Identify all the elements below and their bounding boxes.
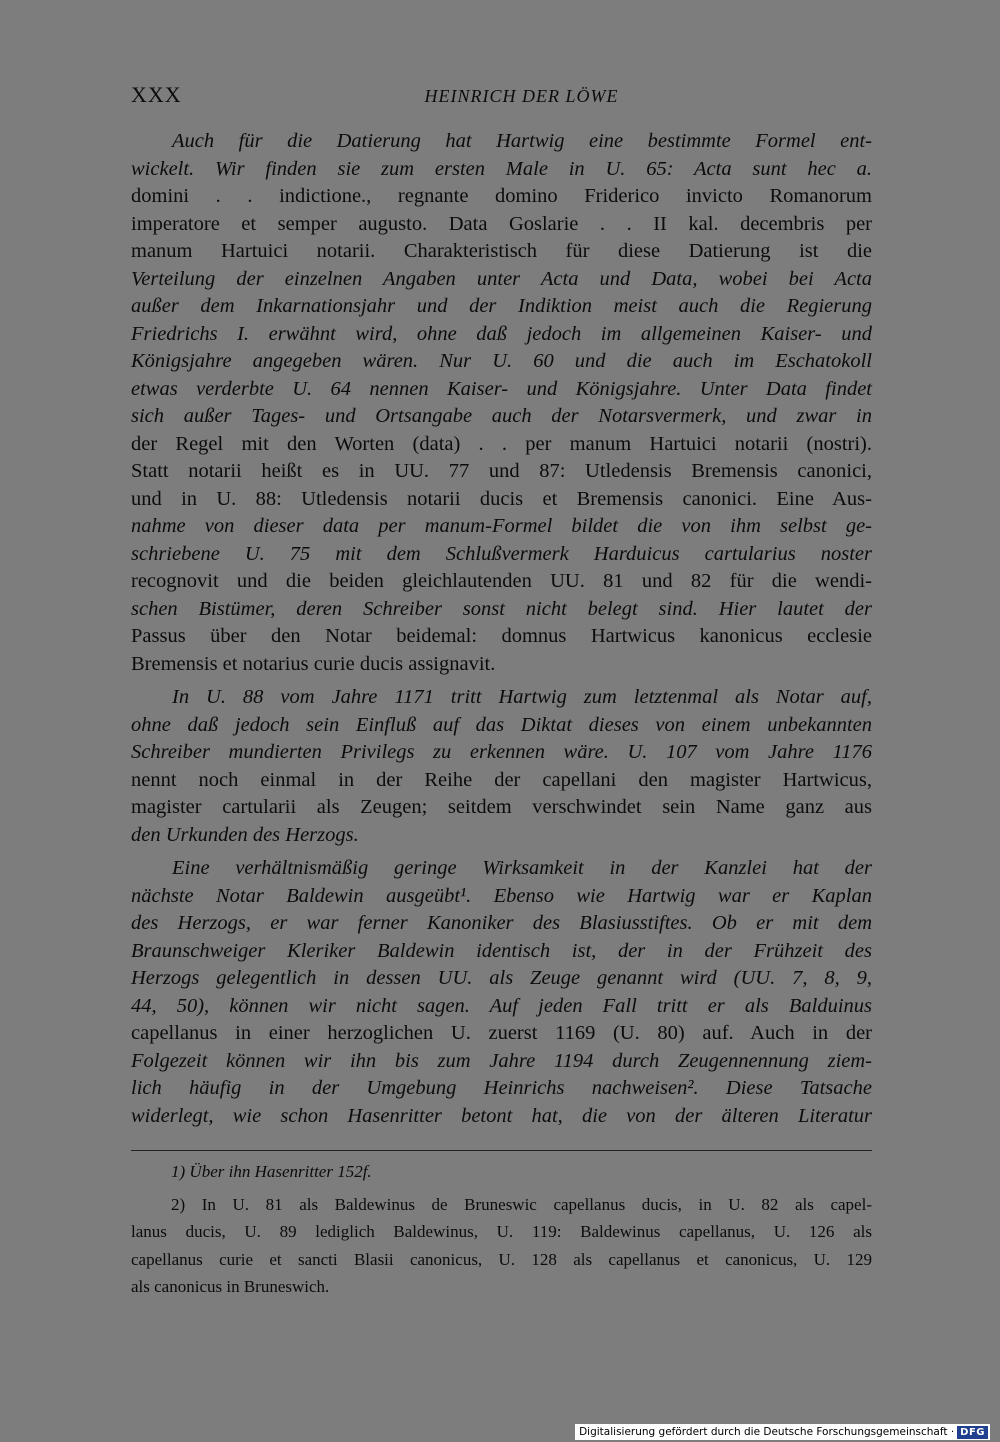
text-line: magister cartularii als Zeugen; seitdem verschwindet sein Name ganz aus (131, 796, 872, 818)
text-line: sich außer Tages- und Ortsangabe auch der Notarsvermerk, und zwar in (131, 405, 872, 427)
paragraph-1 (131, 128, 872, 678)
text-line: wickelt. Wir finden sie zum ersten Male in U. 65: Acta sunt hec a. (131, 157, 872, 180)
paragraph-3 (131, 855, 872, 1130)
text-line: nahme von dieser data per manum-Formel bildet die von ihm selbst ge- (131, 515, 872, 537)
text-line: und in U. 88: Utledensis notarii ducis et Bremensis canonici. Eine Aus- (131, 487, 872, 510)
text-line: Herzogs gelegentlich in dessen UU. als Zeuge genannt wird (UU. 7, 8, 9, (131, 967, 872, 989)
text-line: manum Hartuici notarii. Charakteristisch für diese Datierung ist die (131, 240, 872, 262)
footnote-line: als canonicus in Bruneswich. (131, 1277, 330, 1296)
footnote-line: 2) In U. 81 als Baldewinus de Bruneswic capellanus ducis, in U. 82 als capel- (171, 1194, 872, 1214)
text-line: Braunschweiger Kleriker Baldewin identisch ist, der in der Frühzeit des (131, 939, 872, 962)
footnote-1 (131, 1160, 872, 1188)
footnote-divider (131, 1150, 872, 1151)
text-line: Schreiber mundierten Privilegs zu erkennen wäre. U. 107 vom Jahre 1176 (131, 741, 872, 763)
paragraph-2 (131, 684, 872, 849)
text-line: nennt noch einmal in der Reihe der capellani den magister Hartwicus, (131, 768, 872, 791)
running-title: HEINRICH DER LÖWE (424, 86, 619, 106)
text-line: ohne daß jedoch sein Einfluß auf das Diktat dieses von einem unbekannten (131, 713, 872, 736)
text-line: widerlegt, wie schon Hasenritter betont hat, die von der älteren Literatur (131, 1104, 872, 1127)
text-line: Passus über den Notar beidemal: domnus Hartwicus kanonicus ecclesie (131, 625, 872, 647)
footnote-line: capellanus curie et sancti Blasii canonicus, U. 128 als capellanus et canonicus, U. 129 (131, 1249, 872, 1269)
text-line: In U. 88 vom Jahre 1171 tritt Hartwig zum letztenmal als Notar auf, (172, 686, 872, 708)
text-line: Friedrichs I. erwähnt wird, ohne daß jedoch im allgemeinen Kaiser- und (131, 322, 872, 345)
text-line: schriebene U. 75 mit dem Schlußvermerk Harduicus cartularius noster (131, 542, 872, 565)
footnote-line: lanus ducis, U. 89 lediglich Baldewinus, U. 119: Baldewinus capellanus, U. 126 als (131, 1222, 872, 1241)
text-line: domini . . indictione., regnante domino Friderico invicto Romanorum (131, 185, 872, 207)
body-text (131, 128, 872, 1130)
text-line: Eine verhältnismäßig geringe Wirksamkeit in der Kanzlei hat der (172, 857, 872, 879)
text-line: etwas verderbte U. 64 nennen Kaiser- und Königsjahre. Unter Data findet (131, 377, 872, 400)
text-line: capellanus in einer herzoglichen U. zuerst 1169 (U. 80) auf. Auch in der (131, 1022, 872, 1044)
text-line: Bremensis et notarius curie ducis assignavit. (131, 652, 496, 675)
text-line: Königsjahre angegeben wären. Nur U. 60 und die auch im Eschatokoll (131, 350, 872, 372)
page-number: XXX (131, 82, 182, 107)
text-line: Auch für die Datierung hat Hartwig eine bestimmte Formel ent- (172, 130, 872, 152)
footnote-line: 1) Über ihn Hasenritter 152f. (171, 1162, 372, 1181)
text-line: des Herzogs, er war ferner Kanoniker des Blasiusstiftes. Ob er mit dem (131, 912, 872, 934)
footnote-2 (131, 1193, 872, 1303)
footnotes (131, 1160, 872, 1303)
text-line: außer dem Inkarnationsjahr und der Indiktion meist auch die Regierung (131, 295, 872, 317)
text-line: Statt notarii heißt es in UU. 77 und 87: Utledensis Bremensis canonici, (131, 460, 872, 482)
text-line: recognovit und die beiden gleichlautenden UU. 81 und 82 für die wendi- (131, 570, 872, 592)
dfg-logo-icon: DFG (957, 1426, 988, 1439)
credit-text: Digitalisierung gefördert durch die Deutsche Forschungsgemeinschaft · (579, 1426, 955, 1438)
text-line: imperatore et semper augusto. Data Goslarie . . II kal. decembris per (131, 212, 872, 235)
digitization-credit (575, 1424, 990, 1440)
text-line: Folgezeit können wir ihn bis zum Jahre 1194 durch Zeugennennung ziem- (131, 1049, 872, 1072)
page-header (131, 80, 872, 110)
text-line: der Regel mit den Worten (data) . . per manum Hartuici notarii (nostri). (131, 432, 872, 455)
text-line: Verteilung der einzelnen Angaben unter Acta und Data, wobei bei Acta (131, 267, 872, 290)
text-line: 44, 50), können wir nicht sagen. Auf jeden Fall tritt er als Balduinus (131, 994, 872, 1017)
text-line: nächste Notar Baldewin ausgeübt¹. Ebenso wie Hartwig war er Kaplan (131, 884, 872, 907)
text-line: schen Bistümer, deren Schreiber sonst nicht belegt sind. Hier lautet der (131, 597, 872, 620)
text-line: lich häufig in der Umgebung Heinrichs nachweisen². Diese Tatsache (131, 1077, 872, 1099)
text-line: den Urkunden des Herzogs. (131, 823, 359, 846)
